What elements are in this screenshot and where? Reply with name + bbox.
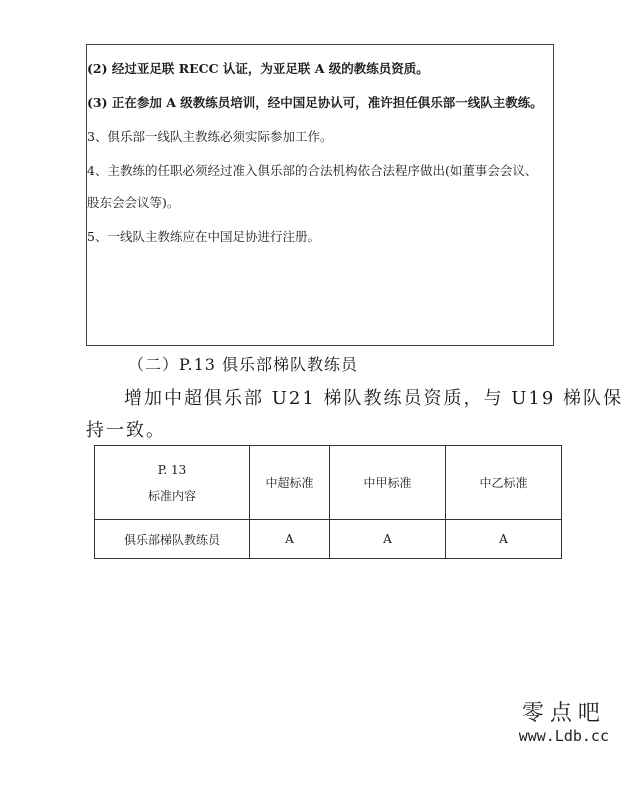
requirement-line: (2) 经过亚足联 RECC 认证，为亚足联 A 级的教练员资质。 bbox=[87, 61, 429, 76]
section-title: （二）P.13 俱乐部梯队教练员 bbox=[128, 355, 359, 374]
requirement-line: 4、主教练的任职必须经过准入俱乐部的合法机构依合法程序做出(如董事会会议、 bbox=[87, 163, 538, 178]
watermark bbox=[519, 701, 609, 745]
paragraph-line-1: 增加中超俱乐部 U21 梯队教练员资质，与 U19 梯队保 bbox=[124, 388, 624, 409]
watermark-logo: 零点吧 bbox=[521, 701, 606, 726]
table-header-cell: 中超标准 bbox=[250, 446, 330, 520]
table-corner-cell bbox=[95, 446, 250, 520]
requirement-line: 3、俱乐部一线队主教练必须实际参加工作。 bbox=[87, 129, 333, 144]
table-header-row bbox=[95, 446, 562, 520]
watermark-url: www.Ldb.cc bbox=[518, 727, 609, 745]
table-cell: A bbox=[446, 520, 562, 559]
table-row bbox=[95, 520, 562, 559]
requirement-line: (3) 正在参加 A 级教练员培训，经中国足协认可，准许担任俱乐部一线队主教练。 bbox=[87, 95, 543, 110]
corner-page-ref: P. 13 bbox=[157, 462, 187, 477]
corner-label: 标准内容 bbox=[147, 488, 196, 503]
table-cell: A bbox=[330, 520, 446, 559]
requirement-line: 5、一线队主教练应在中国足协进行注册。 bbox=[87, 229, 320, 244]
table-header-cell: 中甲标准 bbox=[330, 446, 446, 520]
table-header-cell: 中乙标准 bbox=[446, 446, 562, 520]
paragraph-line-2: 持一致。 bbox=[86, 420, 166, 441]
requirement-line: 股东会会议等)。 bbox=[87, 195, 180, 210]
table-row-label: 俱乐部梯队教练员 bbox=[95, 520, 250, 559]
requirements-box bbox=[86, 44, 554, 346]
standards-table bbox=[94, 445, 562, 559]
table-cell: A bbox=[250, 520, 330, 559]
